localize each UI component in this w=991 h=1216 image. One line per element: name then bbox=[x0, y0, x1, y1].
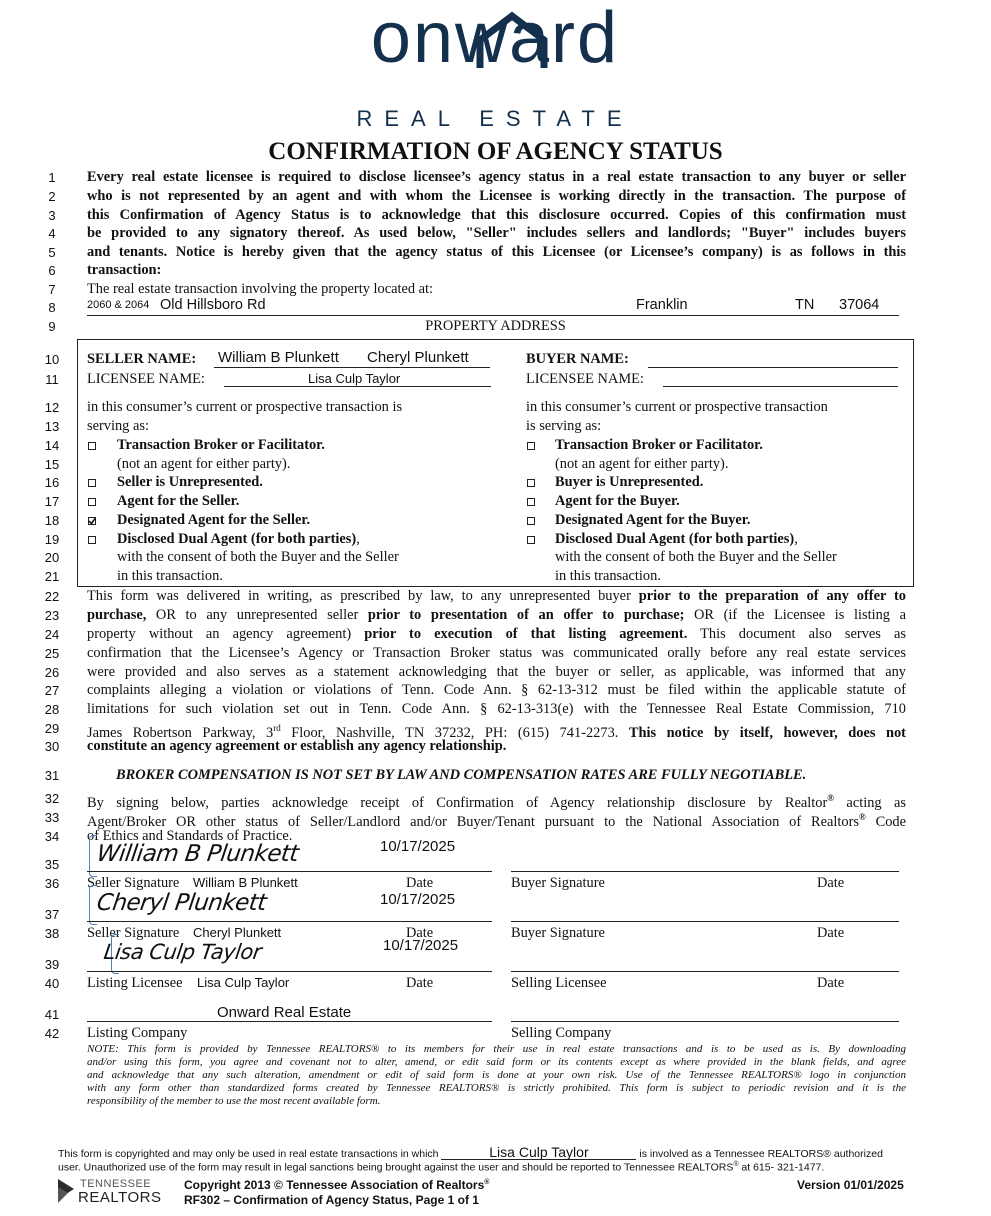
buyer-option-label: Designated Agent for the Buyer. bbox=[555, 512, 751, 528]
line-number: 41 bbox=[44, 1007, 60, 1022]
seller-dual-comma: , bbox=[356, 531, 360, 547]
line-number: 31 bbox=[44, 768, 60, 783]
buyer-option-label: Buyer is Unrepresented. bbox=[555, 474, 704, 490]
line-number: 18 bbox=[44, 513, 60, 528]
body-line: constitute an agency agreement or establish any agency relationship. bbox=[87, 738, 507, 754]
line-number: 23 bbox=[44, 608, 60, 623]
date-label: Date bbox=[406, 875, 434, 891]
seller-option-label: Transaction Broker or Facilitator. bbox=[117, 437, 325, 453]
line-number: 22 bbox=[44, 589, 60, 604]
buyer-serving-lead: in this consumer’s current or prospective transaction bbox=[526, 399, 828, 415]
line-number: 40 bbox=[44, 976, 60, 991]
seller-dual-note: with the consent of both the Buyer and the Seller bbox=[117, 549, 399, 565]
buyer-name-line[interactable] bbox=[648, 367, 898, 368]
line-number: 16 bbox=[44, 475, 60, 490]
footer-copyright-line-1: This form is copyrighted and may only be used in real estate transactions in which Lisa Culp Taylor is involved as a Tennessee REALTORS® authorized bbox=[58, 1144, 883, 1160]
listing-company-line bbox=[87, 1021, 492, 1022]
line-number: 28 bbox=[44, 702, 60, 717]
intro-line: Every real estate licensee is required to disclose licensee’s agency status in a real estate transaction to any buyer or seller bbox=[87, 169, 906, 185]
buyer-2-signature-line[interactable] bbox=[511, 921, 899, 922]
buyer-licensee-label: LICENSEE NAME: bbox=[526, 371, 644, 387]
line-number: 12 bbox=[44, 400, 60, 415]
logo-wordmark: onward bbox=[370, 0, 620, 78]
property-address-caption: PROPERTY ADDRESS bbox=[425, 318, 566, 334]
buyer-licensee-line[interactable] bbox=[663, 386, 898, 387]
seller-2-signature[interactable]: Cheryl Plunkett bbox=[95, 890, 268, 916]
logo-subtitle: REAL ESTATE bbox=[356, 106, 634, 131]
body-line: complaints alleging a violation or violations of Tenn. Code Ann. § 62-13-312 must be filed within the applicable statute of bbox=[87, 682, 906, 698]
line-number: 26 bbox=[44, 665, 60, 680]
buyer-option-note: (not an agent for either party). bbox=[555, 456, 729, 472]
seller-1-date[interactable]: 10/17/2025 bbox=[380, 838, 456, 855]
seller-option-label: Agent for the Seller. bbox=[117, 493, 240, 509]
selling-company-label: Selling Company bbox=[511, 1025, 612, 1041]
seller-dual-note: in this transaction. bbox=[117, 568, 223, 584]
tennessee-realtors-logo bbox=[56, 1172, 166, 1208]
line-number: 15 bbox=[44, 457, 60, 472]
property-state[interactable]: TN bbox=[795, 297, 815, 313]
buyer-dual-note: with the consent of both the Buyer and the Seller bbox=[555, 549, 837, 565]
property-city[interactable]: Franklin bbox=[636, 297, 688, 313]
line-number: 30 bbox=[44, 739, 60, 754]
listing-company-value[interactable]: Onward Real Estate bbox=[217, 1004, 352, 1021]
line-number: 35 bbox=[44, 857, 60, 872]
line-number: 25 bbox=[44, 646, 60, 661]
intro-line: transaction: bbox=[87, 262, 162, 278]
broker-compensation-notice: BROKER COMPENSATION IS NOT SET BY LAW AND COMPENSATION RATES ARE FULLY NEGOTIABLE. bbox=[116, 767, 807, 783]
body-line: purchase, OR to any unrepresented seller prior to presentation of an offer to purchase; OR (if the Licensee is listing a bbox=[87, 607, 906, 623]
intro-line: who is not represented by an agent and with whom the Licensee is working directly in the transaction. The purpose of bbox=[87, 188, 906, 204]
line-number: 39 bbox=[44, 957, 60, 972]
listing-licensee-label: Listing Licensee bbox=[87, 975, 183, 991]
buyer-option-checkbox[interactable] bbox=[527, 498, 535, 506]
ack-line: of Ethics and Standards of Practice. bbox=[87, 828, 293, 844]
line-number: 14 bbox=[44, 438, 60, 453]
listing-licensee-printed-name: Lisa Culp Taylor bbox=[197, 975, 290, 990]
line-number: 33 bbox=[44, 810, 60, 825]
buyer-option-label: Transaction Broker or Facilitator. bbox=[555, 437, 763, 453]
buyer-dual-comma: , bbox=[794, 531, 798, 547]
line-number: 38 bbox=[44, 926, 60, 941]
listing-licensee-date[interactable]: 10/17/2025 bbox=[383, 937, 459, 954]
selling-company-line[interactable] bbox=[511, 1021, 899, 1022]
seller-name-1[interactable]: William B Plunkett bbox=[218, 349, 339, 366]
seller-1-signature-line bbox=[87, 871, 492, 872]
ack-line: By signing below, parties acknowledge receipt of Confirmation of Agency relationship disclosure by Realtor® acting as bbox=[87, 793, 906, 811]
footer-version: Version 01/01/2025 bbox=[797, 1178, 904, 1192]
intro-line: this Confirmation of Agency Status is to acknowledge that this disclosure occurred. Copies of this confirmation must bbox=[87, 207, 906, 223]
seller-option-checkbox[interactable] bbox=[88, 442, 96, 450]
buyer-signature-label: Buyer Signature bbox=[511, 925, 605, 941]
check-mark-icon bbox=[88, 517, 96, 525]
buyer-option-label: Disclosed Dual Agent (for both parties) bbox=[555, 531, 795, 547]
seller-licensee-line bbox=[224, 386, 491, 387]
seller-name-label: SELLER NAME: bbox=[87, 351, 197, 367]
line-number: 2 bbox=[48, 189, 56, 204]
body-line: confirmation that the Licensee’s Agency or Transaction Broker status was communicated orally before any real estate services bbox=[87, 645, 906, 661]
listing-licensee-signature[interactable]: Lisa Culp Taylor bbox=[102, 940, 263, 964]
line-number: 4 bbox=[48, 226, 56, 241]
seller-licensee-name[interactable]: Lisa Culp Taylor bbox=[308, 371, 401, 386]
line-number: 20 bbox=[44, 550, 60, 565]
line-number: 24 bbox=[44, 627, 60, 642]
seller-name-line bbox=[214, 367, 490, 368]
ack-line: Agent/Broker OR other status of Seller/Landlord and/or Buyer/Tenant pursuant to the National Association of Realtors® Code bbox=[87, 812, 906, 830]
seller-signature-label: Seller Signature bbox=[87, 925, 180, 941]
buyer-dual-note: in this transaction. bbox=[555, 568, 661, 584]
seller-serving-lead: serving as: bbox=[87, 418, 149, 434]
buyer-option-checkbox[interactable] bbox=[527, 479, 535, 487]
note-line: responsibility of the member to use the most recent available form. bbox=[87, 1095, 381, 1107]
line-number: 27 bbox=[44, 683, 60, 698]
seller-option-checkbox[interactable] bbox=[88, 498, 96, 506]
body-line: property without an agency agreement) prior to execution of that listing agreement. This document also serves as bbox=[87, 626, 906, 642]
seller-2-date[interactable]: 10/17/2025 bbox=[380, 891, 456, 908]
seller-licensee-label: LICENSEE NAME: bbox=[87, 371, 205, 387]
note-line: with any form other than standardized forms created by Tennessee REALTORS® is strictly prohibited. This form is subject to periodic revision and it is the bbox=[87, 1082, 906, 1094]
line-number: 34 bbox=[44, 829, 60, 844]
line-number: 3 bbox=[48, 208, 56, 223]
seller-1-printed-name: William B Plunkett bbox=[193, 875, 298, 890]
line-number: 8 bbox=[48, 300, 56, 315]
logo-realtors: REALTORS bbox=[78, 1189, 162, 1206]
company-logo bbox=[330, 0, 660, 131]
date-label: Date bbox=[817, 925, 845, 941]
date-label: Date bbox=[817, 875, 845, 891]
intro-line: and tenants. Notice is hereby given that the agency status of this Licensee (or Licensee’s company) is as follows in this bbox=[87, 244, 906, 260]
buyer-1-signature-line[interactable] bbox=[511, 871, 899, 872]
body-line: This form was delivered in writing, as prescribed by law, to any unrepresented buyer prior to the preparation of any offer to bbox=[87, 588, 906, 604]
seller-option-label: Disclosed Dual Agent (for both parties) bbox=[117, 531, 357, 547]
property-number[interactable]: 2060 & 2064 bbox=[87, 299, 150, 311]
line-number: 19 bbox=[44, 532, 60, 547]
property-lead: The real estate transaction involving the property located at: bbox=[87, 281, 434, 297]
seller-option-checkbox-checked[interactable] bbox=[88, 517, 96, 525]
seller-signature-label: Seller Signature bbox=[87, 875, 180, 891]
line-number: 21 bbox=[44, 569, 60, 584]
footer-form-id: RF302 – Confirmation of Agency Status, Page 1 of 1 bbox=[184, 1193, 479, 1207]
line-number: 9 bbox=[48, 319, 56, 334]
line-number: 37 bbox=[44, 907, 60, 922]
body-line: limitations for such violation set out in Tenn. Code Ann. § 62-13-313(e) with the Tennessee Real Estate Commission, 710 bbox=[87, 701, 906, 717]
selling-licensee-label: Selling Licensee bbox=[511, 975, 607, 991]
line-number: 11 bbox=[45, 372, 59, 387]
listing-company-label: Listing Company bbox=[87, 1025, 188, 1041]
form-title: CONFIRMATION OF AGENCY STATUS bbox=[268, 138, 723, 165]
seller-option-checkbox[interactable] bbox=[88, 536, 96, 544]
line-number: 17 bbox=[44, 494, 60, 509]
line-number: 13 bbox=[44, 419, 60, 434]
seller-1-signature[interactable]: William B Plunkett bbox=[95, 841, 300, 867]
date-label: Date bbox=[406, 925, 434, 941]
buyer-signature-label: Buyer Signature bbox=[511, 875, 605, 891]
buyer-serving-lead: is serving as: bbox=[526, 418, 602, 434]
line-number: 32 bbox=[44, 791, 60, 806]
logo-tennessee: TENNESSEE bbox=[80, 1178, 152, 1190]
note-line: and/or using this form, you agree and covenant not to alter, amend, or edit said form or its contents except as where provided in the blank fields, and agree bbox=[87, 1056, 906, 1068]
line-number: 5 bbox=[48, 245, 56, 260]
body-line: were provided and also serves as a statement acknowledging that the buyer or seller, as applicable, was informed that any bbox=[87, 664, 906, 680]
buyer-option-checkbox[interactable] bbox=[527, 536, 535, 544]
seller-name-2[interactable]: Cheryl Plunkett bbox=[367, 349, 469, 366]
seller-option-checkbox[interactable] bbox=[88, 479, 96, 487]
date-label: Date bbox=[406, 975, 434, 991]
footer-copyright: Copyright 2013 © Tennessee Association of Realtors® bbox=[184, 1178, 490, 1192]
note-line: NOTE: This form is provided by Tennessee REALTORS® to its members for their use in real estate transactions and is to be used as is. By downloading bbox=[87, 1043, 906, 1055]
buyer-option-label: Agent for the Buyer. bbox=[555, 493, 680, 509]
line-number: 7 bbox=[48, 282, 56, 297]
buyer-option-checkbox[interactable] bbox=[527, 442, 535, 450]
seller-2-printed-name: Cheryl Plunkett bbox=[193, 925, 282, 940]
property-zip[interactable]: 37064 bbox=[839, 297, 880, 313]
seller-option-label: Seller is Unrepresented. bbox=[117, 474, 263, 490]
buyer-name-label: BUYER NAME: bbox=[526, 351, 629, 367]
seller-serving-lead: in this consumer’s current or prospective transaction is bbox=[87, 399, 403, 415]
body-line: James Robertson Parkway, 3rd Floor, Nashville, TN 37232, PH: (615) 741-2273. This notice by itself, however, does not bbox=[87, 723, 906, 741]
property-street[interactable]: Old Hillsboro Rd bbox=[160, 297, 266, 313]
line-number: 42 bbox=[44, 1026, 60, 1041]
selling-licensee-signature-line[interactable] bbox=[511, 971, 899, 972]
intro-line: be provided to any signatory thereof. As used below, "Seller" includes sellers and landlords; "Buyer" includes buyers bbox=[87, 225, 906, 241]
note-line: and acknowledge that any such alteration, amendment or edit of said form is done at your own risk. Use of the Tennessee REALTORS® logo in conjunction bbox=[87, 1069, 906, 1081]
line-number: 29 bbox=[44, 721, 60, 736]
realtors-mark-icon bbox=[56, 1173, 78, 1207]
listing-licensee-signature-line bbox=[87, 971, 492, 972]
line-number: 10 bbox=[44, 352, 60, 367]
line-number: 6 bbox=[48, 263, 56, 278]
seller-option-label: Designated Agent for the Seller. bbox=[117, 512, 311, 528]
authorized-user-name: Lisa Culp Taylor bbox=[441, 1145, 636, 1160]
seller-option-note: (not an agent for either party). bbox=[117, 456, 291, 472]
seller-2-signature-line bbox=[87, 921, 492, 922]
line-number: 36 bbox=[44, 876, 60, 891]
property-address-line bbox=[87, 315, 899, 316]
date-label: Date bbox=[817, 975, 845, 991]
buyer-option-checkbox[interactable] bbox=[527, 517, 535, 525]
line-number: 1 bbox=[48, 170, 56, 185]
footer-copyright-line-2: user. Unauthorized use of the form may result in legal sanctions being brought against the user and should be reported to Tennessee REALTORS® at 615- 321-1477. bbox=[58, 1161, 825, 1174]
